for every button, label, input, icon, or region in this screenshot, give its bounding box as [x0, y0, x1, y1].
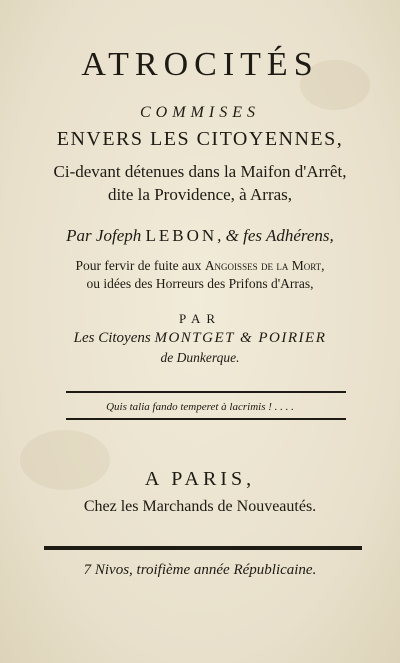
author-surname: LEBON [145, 226, 218, 245]
divider-epigraph-bottom [66, 418, 346, 420]
author-rest: , & fes Adhérens, [217, 226, 334, 245]
imprint-city: A PARIS, [144, 468, 256, 490]
purpose-suffix: , [321, 258, 325, 273]
imprint-publisher: Chez les Marchands de Nouveautés. [83, 498, 317, 515]
author-par: Par [66, 226, 92, 245]
authors-line [0, 330, 400, 347]
divider-top [66, 391, 346, 393]
author-line [0, 226, 400, 246]
purpose-prefix: Pour fervir de fuite aux [75, 258, 202, 273]
authors-prefix: Les Citoyens [73, 330, 151, 346]
subtitle-envers: ENVERS LES CITOYENNES, [56, 128, 344, 150]
author-firstname: Jofeph [95, 226, 142, 245]
authors-origin: de Dunkerque. [160, 350, 240, 365]
imprint-date: 7 Nivos, troifième année Républicaine. [83, 562, 317, 578]
purpose-line-1 [0, 258, 400, 274]
purpose-line-2: ou idées des Horreurs des Prifons d'Arras, [86, 276, 314, 291]
authors-names: MONTGET & POIRIER [154, 330, 327, 346]
purpose-caps: Angoisses de la Mort [204, 258, 322, 273]
detail-line-2: dite la Providence, à Arras, [107, 185, 293, 204]
book-title: ATROCITÉS [81, 46, 319, 83]
by-label: PAR [178, 311, 222, 326]
epigraph: Quis talia fando temperet à lacrimis ! . . . . [106, 401, 294, 413]
subtitle-commises: COMMISES [140, 104, 260, 121]
detail-line-1: Ci-devant détenues dans la Maifon d'Arrêt, [53, 162, 347, 181]
divider-bottom [44, 546, 362, 550]
